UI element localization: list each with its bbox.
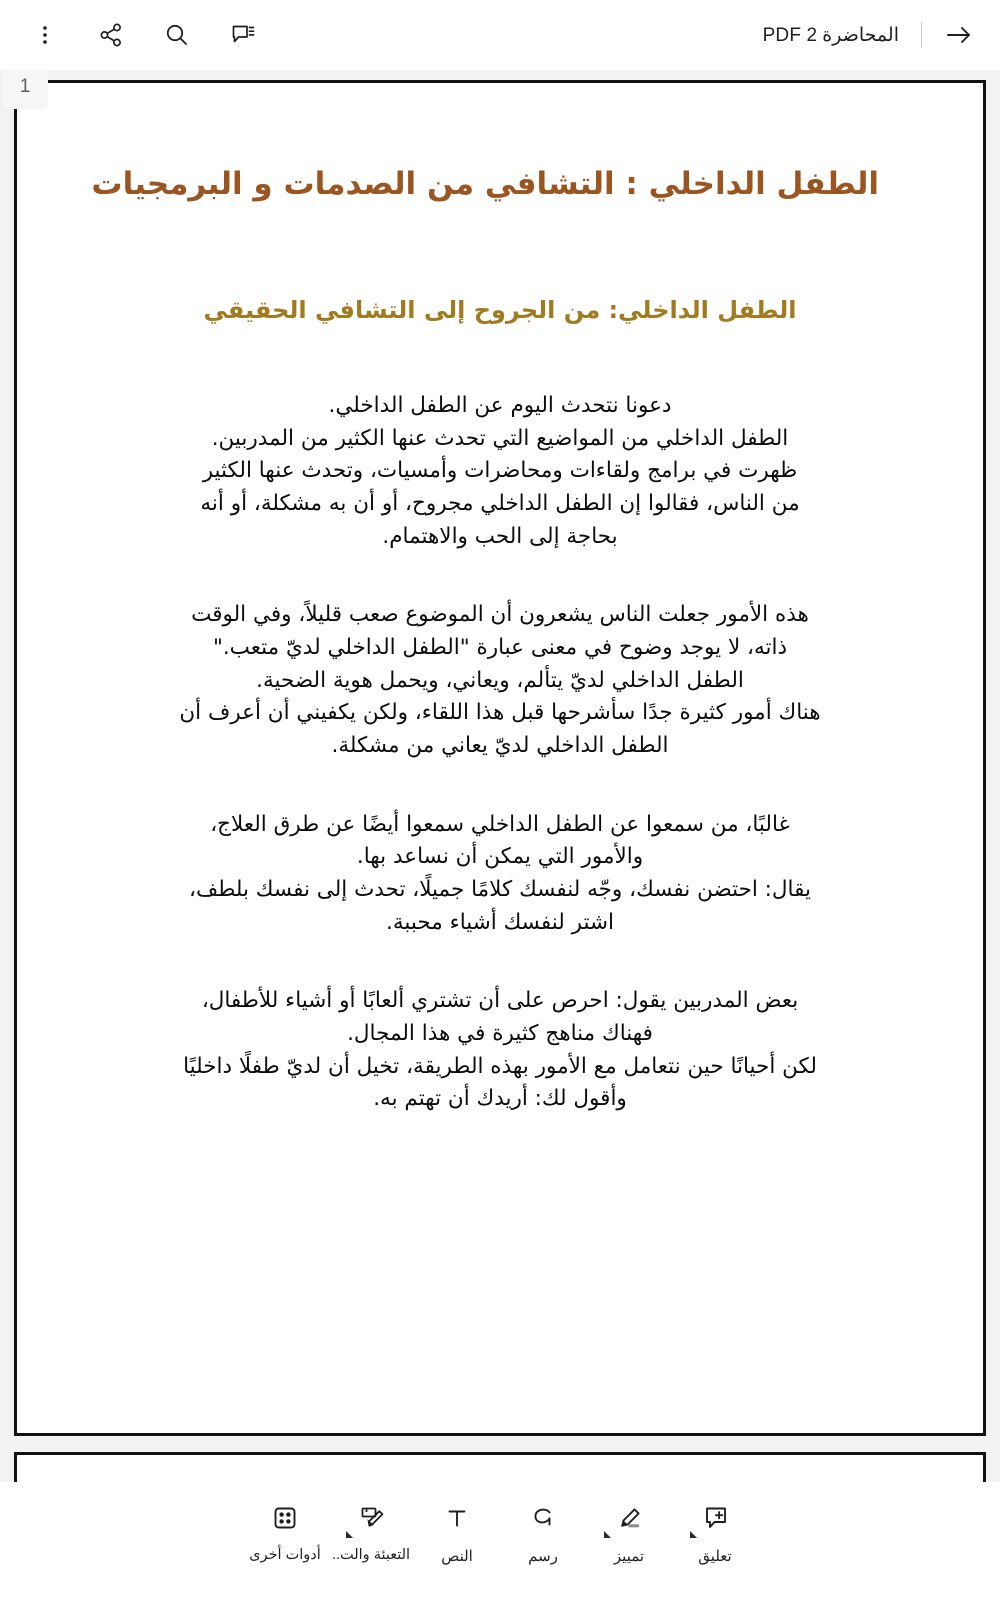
highlighter-icon <box>608 1498 650 1538</box>
tool-label: النص <box>441 1548 473 1565</box>
comment-add-icon <box>694 1498 736 1538</box>
search-icon[interactable] <box>158 16 196 54</box>
doc-line: هذه الأمور جعلت الناس يشعرون أن الموضوع صعب قليلاً، وفي الوقت <box>191 602 809 628</box>
doc-paragraph <box>121 809 879 940</box>
doc-heading-title: الطفل الداخلي : التشافي من الصدمات و البرمجيات <box>91 166 879 202</box>
doc-paragraph <box>121 985 879 1116</box>
doc-line: دعونا نتحدث اليوم عن الطفل الداخلي. <box>328 392 672 418</box>
tool-label: التعبئة والت.. <box>331 1547 411 1563</box>
tool-draw[interactable] <box>500 1498 586 1565</box>
more-tools-grid-icon <box>264 1498 306 1538</box>
toolbar-divider <box>921 22 922 48</box>
doc-line: بحاجة إلى الحب والاهتمام. <box>382 523 618 549</box>
doc-line: يقال: احتضن نفسك، وجّه لنفسك كلامًا جميلًا، تحدث إلى نفسك بلطف، <box>189 877 811 903</box>
doc-line: الطفل الداخلي لديّ يعاني من مشكلة. <box>331 733 669 759</box>
share-icon[interactable] <box>92 16 130 54</box>
dropdown-caret-icon <box>346 1531 353 1538</box>
tool-highlight[interactable] <box>586 1498 672 1565</box>
draw-icon <box>522 1498 564 1538</box>
doc-line: ذاته، لا يوجد وضوح في معنى عبارة "الطفل الداخلي لديّ متعب." <box>212 635 788 661</box>
tool-label: تمييز <box>613 1548 645 1565</box>
doc-line: غالبًا، من سمعوا عن الطفل الداخلي سمعوا أيضًا عن طرق العلاج، <box>210 811 790 837</box>
doc-paragraph <box>121 599 879 762</box>
doc-line: الطفل الداخلي من المواضيع التي تحدث عنها الكثير من المدربين. <box>211 425 789 451</box>
doc-line: هناك أمور كثيرة جدًا سأشرحها قبل هذا اللقاء، ولكن يكفيني أن أعرف أن <box>179 700 821 726</box>
dropdown-caret-icon <box>604 1531 611 1538</box>
tool-comment[interactable] <box>672 1498 758 1565</box>
tool-text[interactable] <box>414 1498 500 1565</box>
doc-paragraph <box>121 390 879 553</box>
doc-line: والأمور التي يمكن أن نساعد بها. <box>356 844 644 870</box>
doc-line: اشتر لنفسك أشياء محببة. <box>386 909 614 935</box>
annotation-toolbar <box>0 1482 1000 1600</box>
fill-and-sign-icon <box>350 1498 392 1538</box>
pdf-viewer-canvas[interactable] <box>0 70 1000 1482</box>
doc-line: الطفل الداخلي لديّ يتألم، ويعاني، ويحمل هوية الضحية. <box>256 667 744 693</box>
tool-fill-and-sign[interactable] <box>328 1498 414 1563</box>
text-icon <box>436 1498 478 1538</box>
tool-label: تعليق <box>698 1548 732 1565</box>
top-toolbar-right-group <box>763 16 978 54</box>
top-toolbar <box>0 0 1000 70</box>
document-title: المحاضرة 2 PDF <box>762 24 899 46</box>
doc-heading-subtitle: الطفل الداخلي: من الجروح إلى التشافي الحقيقي <box>203 296 797 325</box>
comment-list-icon[interactable] <box>224 16 262 54</box>
page-number-badge: 1 <box>2 70 48 109</box>
top-toolbar-left-group <box>26 16 262 54</box>
dropdown-caret-icon <box>690 1531 697 1538</box>
doc-line: فهناك مناهج كثيرة في هذا المجال. <box>347 1021 653 1047</box>
pdf-page-2[interactable] <box>14 1452 986 1482</box>
doc-line: لكن أحيانًا حين نتعامل مع الأمور بهذه الطريقة، تخيل أن لديّ طفلًا داخليًا <box>183 1053 817 1079</box>
three-dots-vertical-icon[interactable] <box>26 16 64 54</box>
pdf-page-content <box>17 83 983 1116</box>
tool-label: أدوات أخرى <box>249 1547 321 1563</box>
pdf-page-1[interactable] <box>14 80 986 1436</box>
doc-line: من الناس، فقالوا إن الطفل الداخلي مجروح، أو أن به مشكلة، أو أنه <box>200 491 800 516</box>
doc-line: ظهرت في برامج ولقاءات ومحاضرات وأمسيات، وتحدث عنها الكثير <box>202 458 798 484</box>
arrow-right-icon[interactable] <box>940 16 978 54</box>
doc-line: بعض المدربين يقول: احرص على أن تشتري ألعابًا أو أشياء للأطفال، <box>201 988 799 1014</box>
tool-label: رسم <box>528 1548 558 1565</box>
tool-more-tools[interactable] <box>242 1498 328 1563</box>
doc-line: وأقول لك: أريدك أن تهتم به. <box>373 1086 627 1112</box>
